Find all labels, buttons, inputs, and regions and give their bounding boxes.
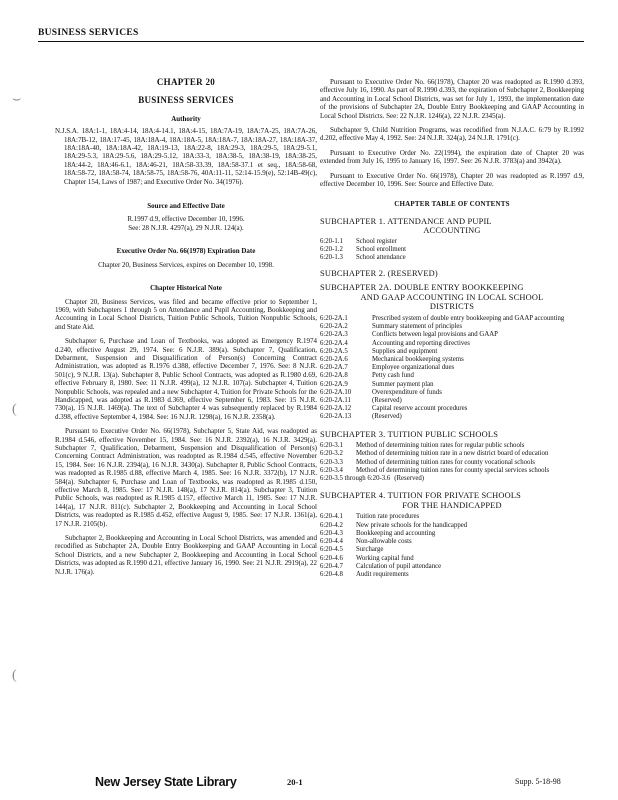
toc-entry-text: Non-allowable costs [356,538,412,546]
toc-entry-number: 6:20-2A.2 [320,323,348,331]
chapter-title: BUSINESS SERVICES [138,95,234,106]
history-paragraph: Pursuant to Executive Order No. 66(1978), Chapter 20 was readopted as R.1997 d.9, effective December 10, 1996. See: Source and Effective Date. [320,171,584,189]
subchapter-heading: SUBCHAPTER 2. (RESERVED) [320,268,438,278]
history-paragraph: Subchapter 9, Child Nutrition Programs, was recodified from N.J.A.C. 6:79 by R.1992 d.202, effective May 4, 1992. See: 24 N.J.R. 324(a), 24 N.J.R. 1791(c). [320,126,584,143]
toc-entry-text: Petty cash fund [372,372,414,380]
toc-entry [320,555,584,563]
history-paragraph: Pursuant to Executive Order No. 66(1978), Subchapter 5, State Aid, was readopted as R.1984 d.546, effective November 15, 1984. See: 16 N.J.R. 2392(a), 16 N.J.R. 3429(a). Subchapter 7, Qualification, Debarment, Suspension and Disqualification of Person(s) Concerning Contract Administration, was readopted as R.1984 d.545, effective November 15, 1984. See: 16 N.J.R. 2394(a), 16 N.J.R. 3430(a). Subchapter 8, Public School Contracts, was readopted as R.1985 d.88, effective March 4, 1985. See: 16 N.J.R. 3372(b), 17 N.J.R. 584(a). Subchapter 6, Purchase and Loan of Textbooks, was readopted as R.1985 d.150, effective March 8, 1985. See: 17 N.J.R. 148(a), 17 N.J.R. 814(a). Subchapter 3, Tuition Public Schools, was readopted as R.1985 d.157, effective March 11, 1985. See: 17 N.J.R. 144(a), 17 N.J.R. 811(c). Subchapter 2, Bookkeeping and Accounting in Local School Districts, was readopted as R.1985 d.452, effective August 9, 1985. See: 17 N.J.R. 1361(a), 17 N.J.R. 2105(b). [55,427,317,528]
toc-entry-text: Method of determining tuition rates for county special services schools [356,466,550,474]
toc-entry [320,459,584,467]
page-number: 20-1 [287,777,303,787]
toc-entry [320,331,584,339]
supplement-date: Supp. 5-18-98 [515,777,561,786]
toc-entry-text: Summer payment plan [372,380,434,388]
toc-entry-text: (Reserved) [372,413,402,421]
eo-heading: Executive Order No. 66(1978) Expiration Date [116,247,256,256]
toc-entry-number: 6:20-4.8 [320,570,343,578]
toc-entry-number: 6:20-4.4 [320,538,343,546]
subchapter-heading [320,491,584,510]
toc-entry-number: 6:20-2A.4 [320,339,348,347]
margin-scribble: ( [12,402,17,417]
toc-entry [320,442,584,450]
toc-entry-text: (Reserved) [372,397,402,405]
toc-entry [320,323,584,331]
subchapter-heading-line: SUBCHAPTER 4. TUITION FOR PRIVATE SCHOOLS [320,491,522,501]
toc-entry-number: 6:20-4.5 [320,546,343,554]
toc-entry-text: Method of determining tuition rates for regular public schools [356,442,525,450]
subchapter-heading: SUBCHAPTER 3. TUITION PUBLIC SCHOOLS [320,429,499,439]
header-rule [38,41,584,42]
toc-entry-number: 6:20-2A.13 [320,413,352,421]
toc-entry-text: Employee organizational dues [372,364,455,372]
library-logo: New Jersey State Library [95,775,237,789]
chapter-number: CHAPTER 20 [156,77,216,87]
subchapter-heading-line: AND GAAP ACCOUNTING IN LOCAL SCHOOL [360,292,544,302]
toc-entry [320,467,584,475]
toc-entry-text: Method of determining tuition rates for county vocational schools [356,458,535,466]
toc-entry-text: Prescribed system of double entry bookkeeping and GAAP accounting [372,315,565,323]
section-list [320,315,584,422]
toc-entry-number: 6:20-2A.9 [320,380,348,388]
toc-entry-number: 6:20-3.3 [320,458,343,466]
margin-scribble: ( [12,668,17,683]
toc-entry [320,364,584,372]
toc-entry-number: 6:20-2A.8 [320,372,348,380]
toc-entry [320,538,584,546]
toc-entry [320,397,584,405]
toc-entry-number: 6:20-4.1 [320,513,343,521]
toc-entry [320,372,584,380]
running-header: BUSINESS SERVICES [38,28,139,38]
toc-entry-number: 6:20-2A.6 [320,356,348,364]
margin-scribble: ⌣ [12,92,22,107]
toc-entry-text: Surcharge [356,546,384,554]
toc-entry-text: School register [356,238,397,246]
toc-entry-number: 6:20-4.7 [320,562,343,570]
toc-entry-text: Supplies and equipment [372,347,438,355]
toc-entry-text: School enrollment [356,246,407,254]
source-heading: Source and Effective Date [147,202,225,211]
toc-entry-text: School attendance [356,254,406,262]
toc-entry-number: 6:20-2A.12 [320,405,352,413]
toc-entry-number: 6:20-2A.5 [320,347,348,355]
toc-entry-number: 6:20-3.2 [320,450,343,458]
section-list [320,513,584,579]
toc-entry [320,571,584,579]
subchapter-heading-line: SUBCHAPTER 2A. DOUBLE ENTRY BOOKKEEPING [320,283,524,293]
toc-entry-text: Method of determining tuition rate in a new district board of education [356,450,549,458]
toc-entry [320,238,584,246]
toc-entry-number: 6:20-2A.1 [320,315,348,323]
toc-entry-text: Audit requirements [356,570,409,578]
history-paragraph: Subchapter 2, Bookkeeping and Accounting in Local School Districts, was amended and recodified as Subchapter 2A, Double Entry Bookkeeping and GAAP Accounting in Local School Districts, and a new Subchapter 2, Bookkeeping and Accounting in Local School Districts, was adopted as R.1990 d.21, effective January 16, 1990. See: 21 N.J.R. 2919(a), 22 N.J.R. 176(a). [55,534,317,576]
toc-entry-text: Summary statement of principles [372,323,463,331]
toc-entry-text: Bookkeeping and accounting [356,529,436,537]
toc-entry-number: 6:20-3.4 [320,466,343,474]
subchapter-heading-line: FOR THE HANDICAPPED [402,500,502,510]
toc-entry-text: Mechanical bookkeeping systems [372,356,464,364]
authority-text: N.J.S.A. 18A:1-1, 18A:4-14, 18A:4-14.1, 18A:4-15, 18A:7A-19, 18A:7A-25, 18A:7A-26, 18A:7B-12, 18A:17-45, 18A:18A-4, 18A:18A-5, 18A:18A-7, 18A:18A-27, 18A:18A-37, 18A:18A-40, 18A:18A-42, 18A:19-13, 18A:22-8, 18A:29-3, 18A:29-5, 18A:29-5.1, 18A:29-5.3, 18A:29-5.6, 18A:29-5.12, 18A:33-3, 18A:38-5, 18A:38-19, 18A:38-25, 18A:44-2, 18A:46-6.1, 18A:46-21, 18A:58-33.39, 18A:58-37.1 et seq., 18A:58-68, 18A:58-72, 18A:58-74, 18A:58-75, 18A:58-76, 40A:11-11, 52:14-15.9(e), 52:14B-49(c), Chapter 154, Laws of 1987; and Executive Order No. 34(1976). [55,127,317,186]
subchapter-heading-line: DISTRICTS [429,302,475,312]
toc-title: CHAPTER TABLE OF CONTENTS [394,200,510,209]
toc-entry-number: 6:20-4.6 [320,554,343,562]
toc-entry-number: 6:20-3.5 through 6:20-3.6 [320,475,391,483]
toc-entry [320,475,584,483]
toc-entry [320,513,584,521]
toc-entry [320,246,584,254]
subchapter-heading-line: ACCOUNTING [423,226,481,236]
history-heading: Chapter Historical Note [150,284,222,293]
toc-entry [320,405,584,413]
toc-entry-number: 6:20-1.1 [320,238,343,246]
toc-entry-text: Tuition rate procedures [356,513,420,521]
toc-entry-number: 6:20-4.3 [320,529,343,537]
toc-entry [320,563,584,571]
toc-entry [320,381,584,389]
history-paragraph: Pursuant to Executive Order No. 22(1994), the expiration date of Chapter 20 was extended from July 16, 1995 to January 16, 1997. See: 26 N.J.R. 3783(a) and 3942(a). [320,148,584,166]
toc-entry-text: Working capital fund [356,554,414,562]
toc-entry-text: Conflicts between legal provisions and GAAP [372,331,498,339]
toc-entry-text: Capital reserve account procedures [372,405,468,413]
eo-text: Chapter 20, Business Services, expires on December 10, 1998. [98,260,274,269]
subchapter-heading [320,217,584,236]
toc-entry-text: Calculation of pupil attendance [356,562,442,570]
toc-entry [320,546,584,554]
history-paragraph: Subchapter 6, Purchase and Loan of Textbooks, was adopted as Emergency R.1974 d.240, effective August 29, 1974. See: 6 N.J.R. 389(a). Subchapter 7, Qualification, Debarment, Suspension and Disqualification of Person(s) Concerning Contract Administration, was adopted as R.1976 d.388, effective December 7, 1976. See: 8 N.J.R. 501(c), 9 N.J.R. 13(a). Subchapter 8, Public School Contracts, was adopted as R.1980 d.69, effective February 8, 1980. See: 11 N.J.R. 499(a), 12 N.J.R. 107(a). Subchapter 4, Tuition Nonpublic Schools, was repealed and a new Subchapter 4, Tuition for Private Schools for the Handicapped, was adopted as R.1983 d.369, effective September 6, 1983. See: 15 N.J.R. 730(a), 15 N.J.R. 1469(a). The text of Subchapter 4 was subsequently replaced by R.1984 d.398, effective September 4, 1984. See: 16 N.J.R. 1298(a), 16 N.J.R. 2358(a). [55,337,317,421]
toc-entry [320,413,584,421]
toc-entry [320,340,584,348]
toc-entry-text: New private schools for the handicapped [356,521,468,529]
toc-entry-text: (Reserved) [394,475,425,483]
toc-entry-number: 6:20-2A.11 [320,397,351,405]
toc-entry [320,522,584,530]
toc-entry [320,348,584,356]
history-paragraph: Pursuant to Executive Order No. 66(1978), Chapter 20 was readopted as R.1990 d.393, effective July 16, 1990. As part of R.1990 d.393, the expiration of Subchapter 2, Bookkeeping and Accounting in Local School Districts, was set for July 1, 1993, the implementation date of the provisions of Subchapter 2A, Double Entry Bookkeeping and GAAP Accounting in Local School Districts. See: 22 N.J.R. 1246(a), 22 N.J.R. 2345(a). [320,78,584,120]
history-paragraph: Chapter 20, Business Services, was filed and became effective prior to September 1, 1969, with Subchapters 1 through 5 on Attendance and Pupil Accounting, Bookkeeping and Accounting in Local School Districts, Tuition Public Schools, Tuition Nonpublic Schools, and State Aid. [55,297,317,331]
toc-entry [320,254,584,262]
toc-entry [320,356,584,364]
toc-entry-number: 6:20-1.2 [320,246,343,254]
source-line-1: R.1997 d.9, effective December 10, 1996. [127,215,245,224]
toc-entry [320,530,584,538]
right-column [320,78,584,579]
source-line-2: See: 28 N.J.R. 4297(a), 29 N.J.R. 124(a). [128,223,244,232]
toc-entry-number: 6:20-1.3 [320,254,343,262]
authority-heading: Authority [171,114,201,123]
toc-entry-number: 6:20-4.2 [320,521,343,529]
toc-entry-number: 6:20-2A.7 [320,364,348,372]
toc-entry [320,450,584,458]
section-list [320,442,584,475]
toc-entry-number: 6:20-2A.3 [320,331,348,339]
toc-entry [320,315,584,323]
subchapter-heading-line: SUBCHAPTER 1. ATTENDANCE AND PUPIL [320,216,492,226]
toc-entry-number: 6:20-3.1 [320,442,343,450]
toc-entry-text: Overexpenditure of funds [372,388,442,396]
toc-entry-text: Accounting and reporting directives [372,339,470,347]
toc-entry [320,389,584,397]
left-column [55,78,317,576]
section-list [320,238,584,263]
subchapter-heading [320,283,584,312]
toc-entry-number: 6:20-2A.10 [320,388,352,396]
